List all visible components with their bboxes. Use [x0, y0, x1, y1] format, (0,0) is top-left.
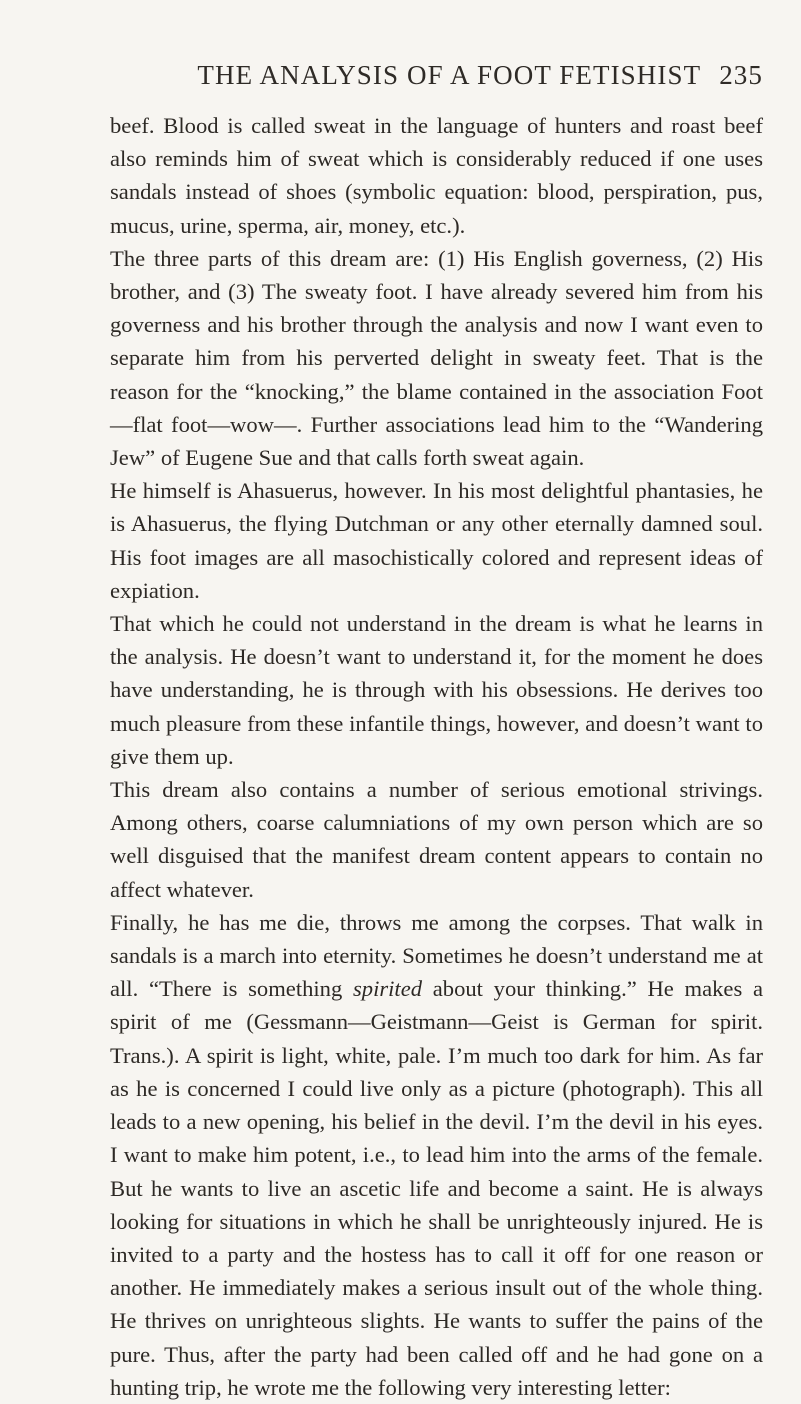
paragraph-6 [110, 906, 763, 1404]
body-text [110, 109, 763, 1404]
paragraph-4 [110, 607, 763, 773]
paragraph-text: This dream also contains a number of serious emotional strivings. Among others, coarse calumniations of my own person which are so well disguised that the manifest dream content appears to contain no affect whatever. [110, 777, 763, 902]
paragraph-1 [110, 109, 763, 242]
page-number: 235 [719, 60, 763, 90]
paragraph-5 [110, 773, 763, 906]
running-head [110, 60, 763, 91]
paragraph-3 [110, 474, 763, 607]
paragraph-text: Finally, he has me die, throws me among the corpses. That walk in sandals is a march into eternity. Sometimes he doesn’t understand me at all. “There is something [110, 909, 763, 1002]
paragraph-2 [110, 242, 763, 474]
paragraph-text: That which he could not understand in the dream is what he learns in the analysis. He doesn’t want to understand it, for the moment he does have understanding, he is through with his obsessions. He derives too much pleasure from these infantile things, however, and doesn’t want to give them up. [110, 611, 763, 769]
running-title: THE ANALYSIS OF A FOOT FETISHIST [197, 60, 702, 90]
paragraph-text: He himself is Ahasuerus, however. In his most delightful phantasies, he is Ahasuerus, the flying Dutchman or any other eternally damned soul. His foot images are all masochistically colored and represent ideas of expiation. [110, 478, 763, 603]
paragraph-text: The three parts of this dream are: (1) His English governess, (2) His brother, and (3) The sweaty foot. I have already severed him from his governess and his brother through the analysis and now I want even to separate him from his perverted delight in sweaty feet. That is the reason for the “knocking,” the blame contained in the association Foot—flat foot—wow—. Further associations lead him to the “Wandering Jew” of Eugene Sue and that calls forth sweat again. [110, 245, 763, 471]
paragraph-text: about your thinking.” He makes a spirit of me (Gessmann—Geistmann—Geist is German for spirit. Trans.). A spirit is light, white, pale. I’m much too dark for him. As far as he is concerned I could live only as a picture (photograph). This all leads to a new opening, his belief in the devil. I’m the devil in his eyes. I want to make him potent, i.e., to lead him into the arms of the female. But he wants to live an ascetic life and become a saint. He is always looking for situations in which he shall be unrighteously injured. He is invited to a party and the hostess has to call it off for one reason or another. He immediately makes a serious insult out of the whole thing. He thrives on unrighteous slights. He wants to suffer the pains of the pure. Thus, after the party had been called off and he had gone on a hunting trip, he wrote me the following very interesting letter: [110, 976, 763, 1400]
emphasized-word: spirited [352, 976, 423, 1002]
paragraph-text: beef. Blood is called sweat in the language of hunters and roast beef also reminds him of sweat which is considerably reduced if one uses sandals instead of shoes (symbolic equation: blood, perspiration, pus, mucus, urine, sperma, air, money, etc.). [110, 113, 763, 238]
